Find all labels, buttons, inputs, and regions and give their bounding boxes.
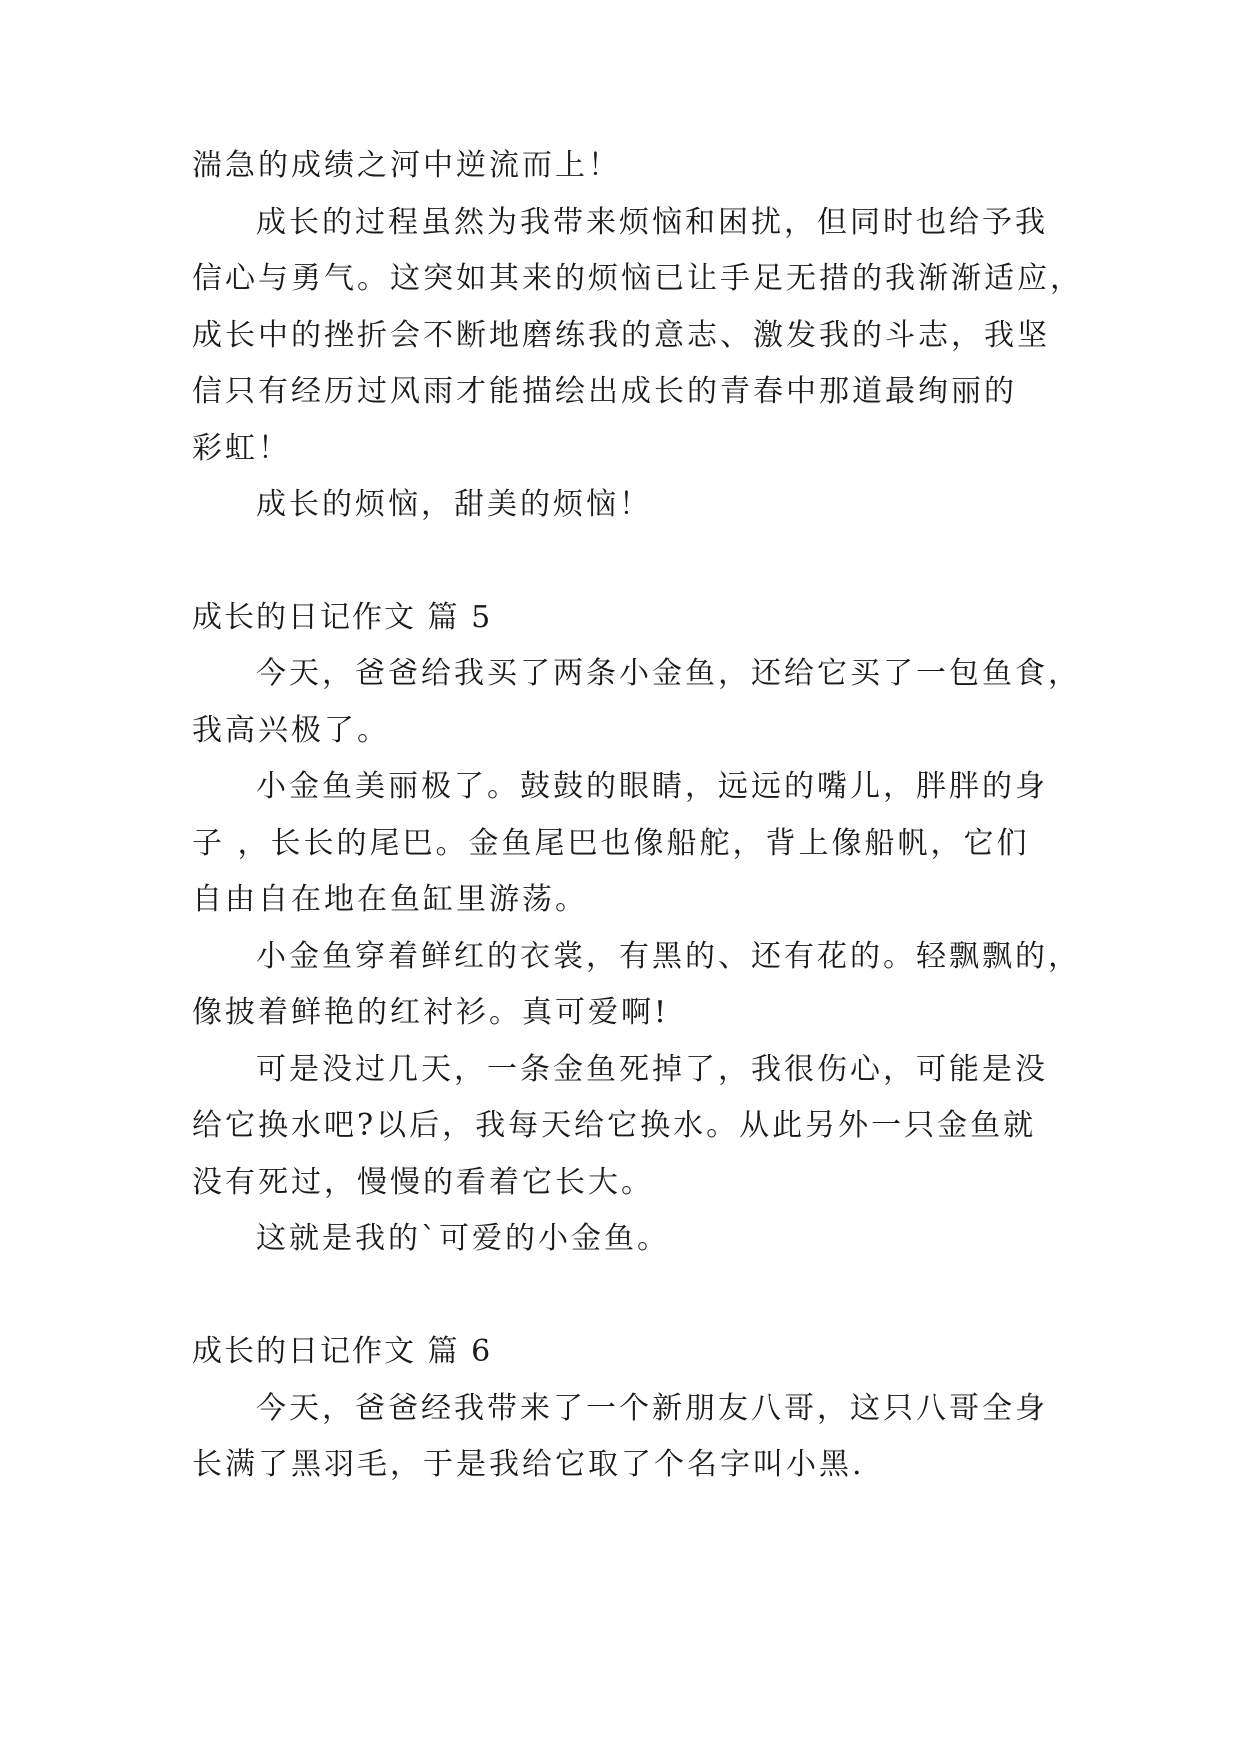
paragraph-first-line: 小金鱼穿着鲜红的衣裳，有黑的、还有花的。轻飘飘的， bbox=[256, 939, 1081, 974]
paragraph-first-line: 这就是我的`可爱的小金鱼。 bbox=[256, 1221, 670, 1256]
paragraph-first-line: 今天，爸爸经我带来了一个新朋友八哥，这只八哥全身 bbox=[256, 1391, 1048, 1426]
text-line: 没有死过，慢慢的看着它长大。 bbox=[192, 1165, 654, 1200]
paragraph-first-line: 成长的过程虽然为我带来烦恼和困扰，但同时也给予我 bbox=[256, 205, 1048, 240]
paragraph-first-line: 可是没过几天，一条金鱼死掉了，我很伤心，可能是没 bbox=[256, 1052, 1048, 1087]
text-line: 像披着鲜艳的红衬衫。真可爱啊! bbox=[192, 995, 670, 1030]
paragraph-first-line: 成长的烦恼，甜美的烦恼！ bbox=[256, 487, 652, 522]
text-line: 信只有经历过风雨才能描绘出成长的青春中那道最绚丽的 bbox=[192, 374, 1017, 409]
section-heading: 成长的日记作文 篇 6 bbox=[192, 1334, 493, 1369]
text-line: 自由自在地在鱼缸里游荡。 bbox=[192, 882, 588, 917]
text-line: 我高兴极了。 bbox=[192, 713, 390, 748]
text-line: 长满了黑羽毛，于是我给它取了个名字叫小黑. bbox=[192, 1447, 865, 1482]
text-line: 给它换水吧?以后，我每天给它换水。从此另外一只金鱼就 bbox=[192, 1108, 1037, 1143]
text-line: 彩虹！ bbox=[192, 431, 291, 466]
text-line: 成长中的挫折会不断地磨练我的意志、激发我的斗志，我坚 bbox=[192, 318, 1050, 353]
paragraph-first-line: 今天，爸爸给我买了两条小金鱼，还给它买了一包鱼食， bbox=[256, 656, 1081, 691]
text-line: 子 ，长长的尾巴。金鱼尾巴也像船舵，背上像船帆，它们 bbox=[192, 826, 1030, 861]
text-line: 信心与勇气。这突如其来的烦恼已让手足无措的我渐渐适应， bbox=[192, 261, 1083, 296]
text-line: 湍急的成绩之河中逆流而上！ bbox=[192, 148, 621, 183]
paragraph-first-line: 小金鱼美丽极了。鼓鼓的眼睛，远远的嘴儿，胖胖的身 bbox=[256, 769, 1048, 804]
section-heading: 成长的日记作文 篇 5 bbox=[192, 600, 493, 635]
